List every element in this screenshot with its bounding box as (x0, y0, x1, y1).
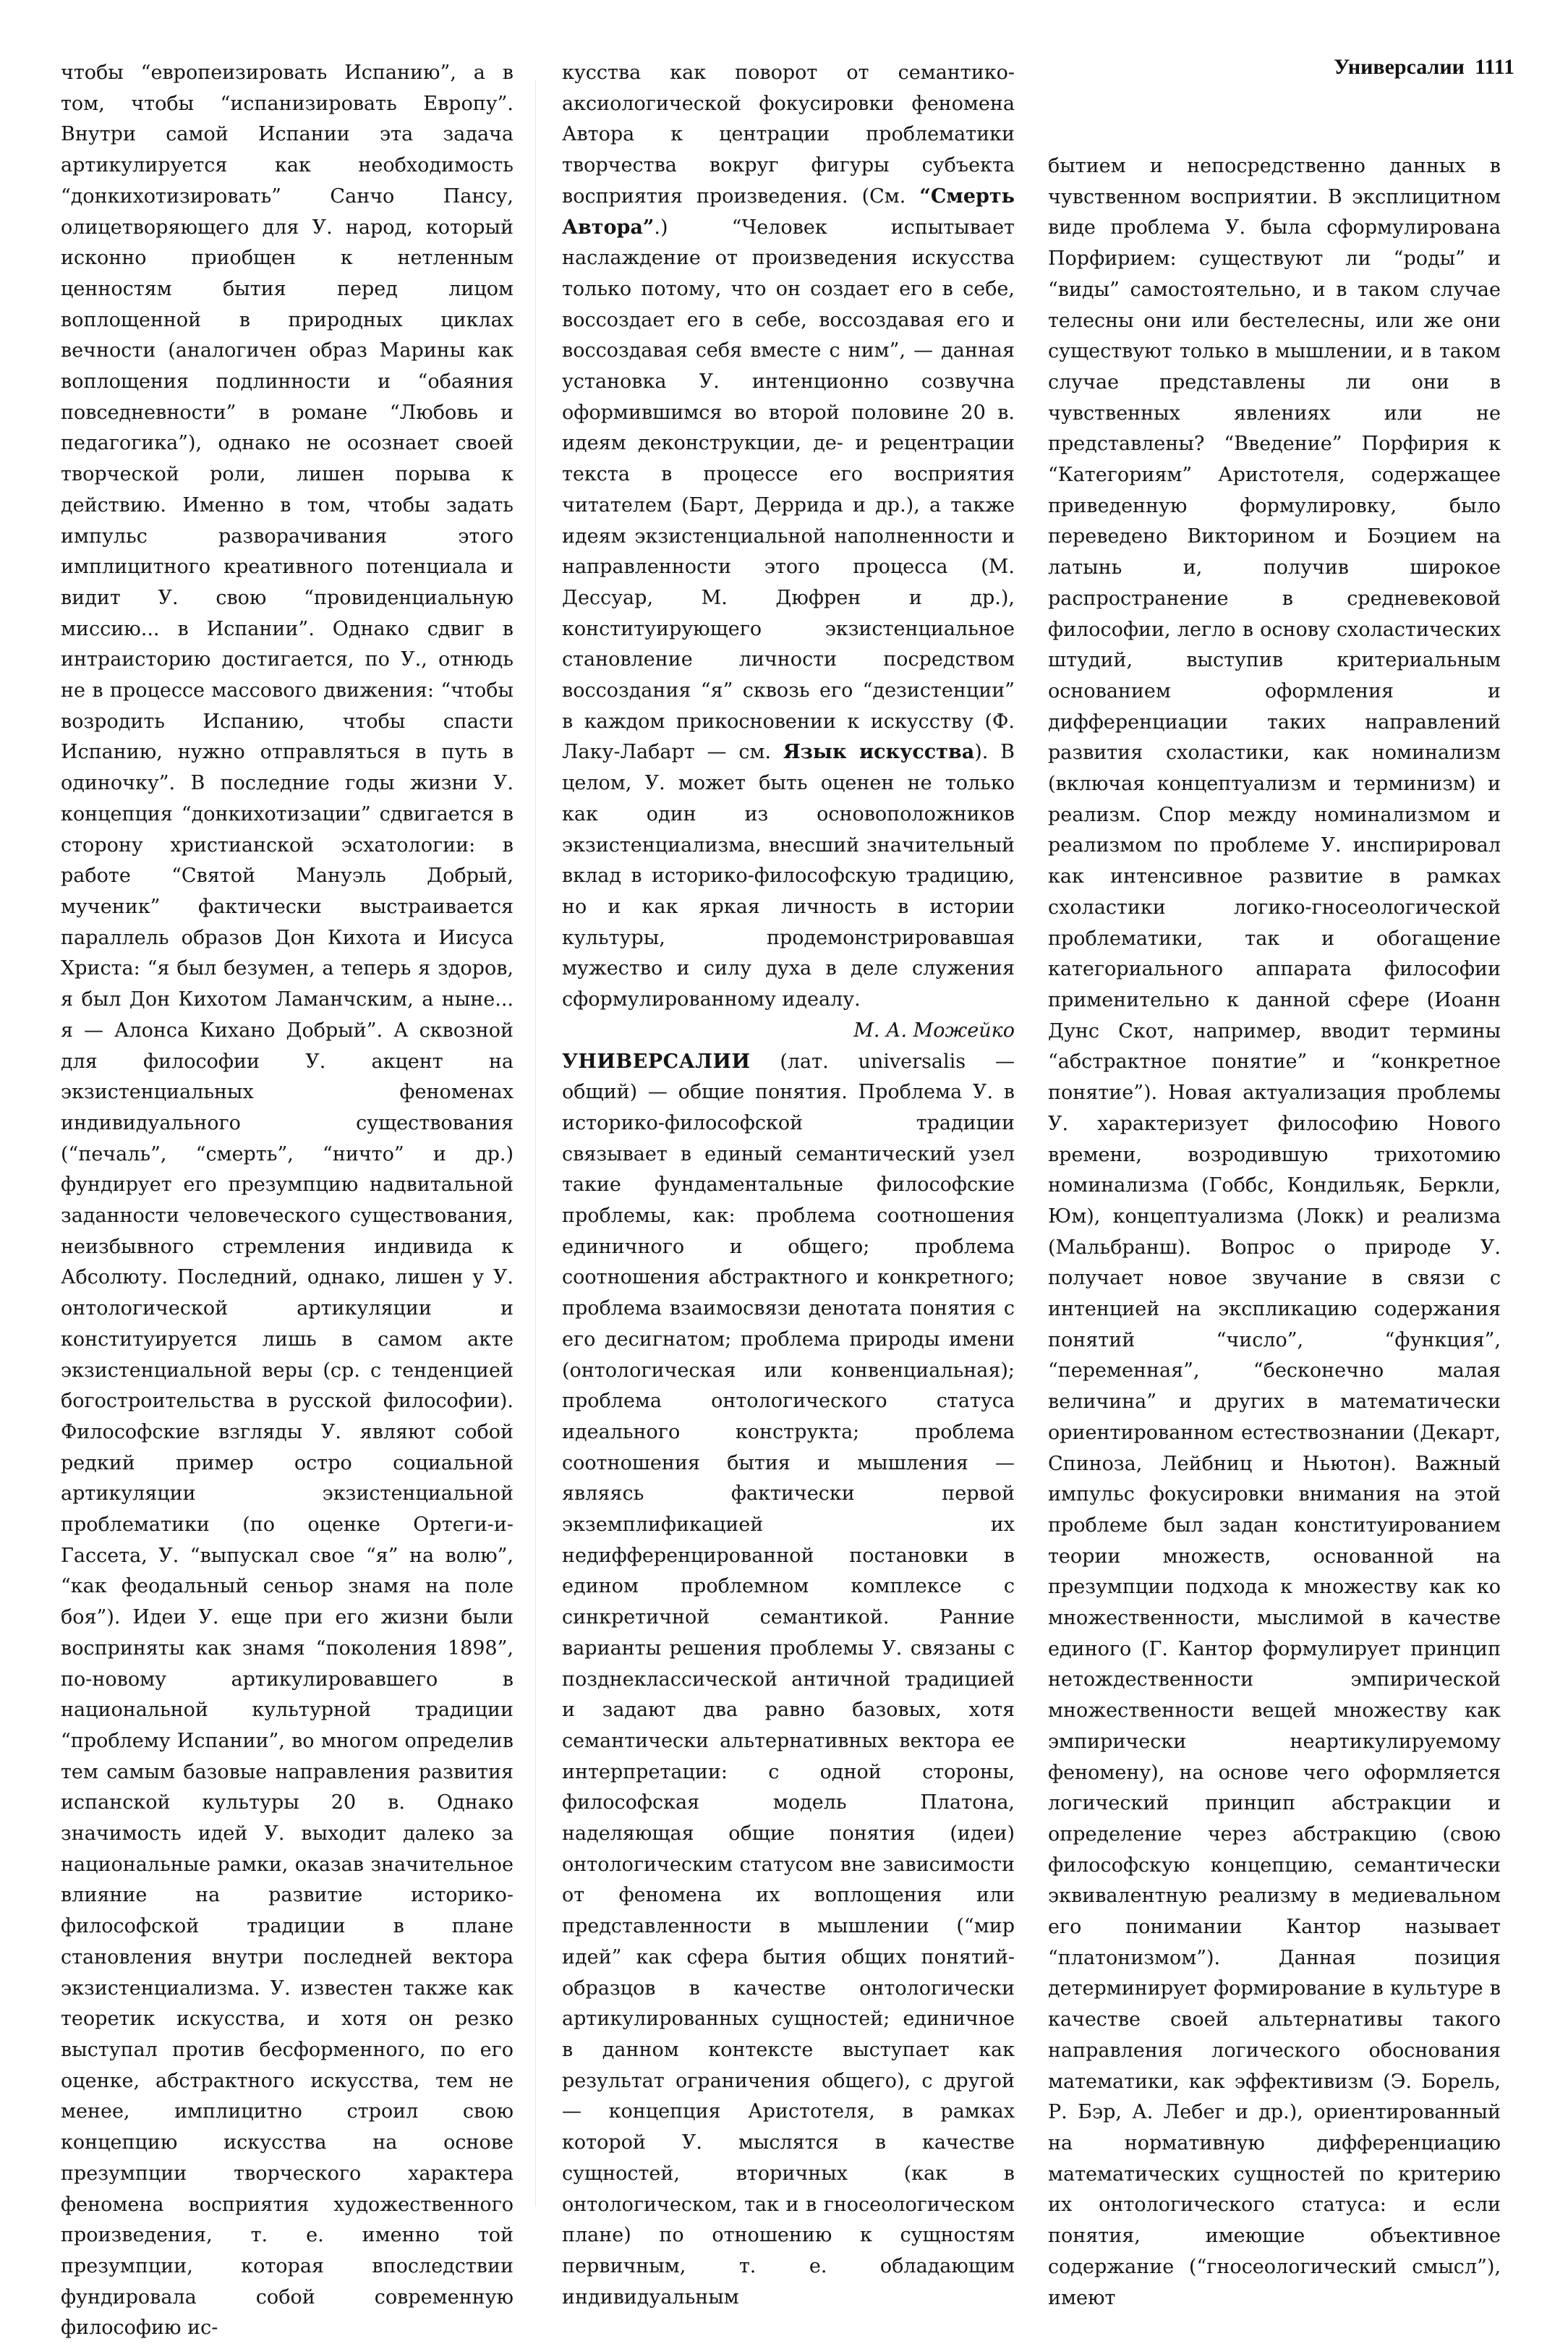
continuation-text-c: ). В целом, У. может быть оценен не только как один из основоположников экзистенциализма, внесший значительный вклад в историко-философскую традицию, но и как яркая личность в истории культуры, продемонстрировавшая мужество и силу духа в деле служения сформулированному идеалу. (562, 741, 1015, 1011)
column-1-text: чтобы “европеизировать Испанию”, а в том, чтобы “испанизировать Европу”. Внутри самой Испании эта задача артикулируется как необходимость “донкихотизировать” Санчо Пансу, олицетворяющего для У. народ, который исконно приобщен к нетленным ценностям бытия перед лицом воплощенной в природных циклах вечности (аналогичен образ Марины как воплощения подлинности и “обаяния повседневности” в романе “Любовь и педагогика”), однако не осознает своей творческой роли, лишен порыва к действию. Именно в том, чтобы задать импульс разворачивания этого имплицитного креативного потенциала и видит У. свою “провиденциальную миссию... в Испании”. Однако сдвиг в интраисторию достигается, по У., отнюдь не в процессе массового движения: “чтобы возродить Испанию, чтобы спасти Испанию, нужно отправляться в путь в одиночку”. В последние годы жизни У. концепция “донкихотизации” сдвигается в сторону христианской эсхатологии: в работе “Святой Мануэль Добрый, мученик” фактически выстраивается параллель образов Дон Кихота и Иисуса Христа: “я был безумен, а теперь я здоров, я был Дон Кихотом Ламанчским, а ныне... я — Алонса Кихано Добрый”. А сквозной для философии У. акцент на экзистенциальных феноменах индивидуального существования (“печаль”, “смерть”, “ничто” и др.) фундирует его презумпцию надвитальной заданности человеческого существования, неизбывного стремления индивида к Абсолюту. Последний, однако, лишен у У. онтологической артикуляции и конституируется лишь в самом акте экзистенциальной веры (ср. с тенденцией богостроительства в русской философии). Философские взгляды У. являют собой редкий пример остро социальной артикуляции экзистенциальной проблематики (по оценке Ортеги-и-Гассета, У. “выпускал свое “я” на волю”, “как феодальный сеньор знамя на поле боя”). Идеи У. еще при его жизни были восприняты как знамя “поколения 1898”, по-новому артикулировавшего в национальной культурной традиции “проблему Испании”, во многом определив тем самым базовые направления развития испанской культуры 20 в. Однако значимость идей У. выходит далеко за национальные рамки, оказав значительное влияние на развитие историко-философской традиции в плане становления внутри последней вектора экзистенциализма. У. известен также как теоретик искусства, и хотя он резко выступал против бесформенного, по его оценке, абстрактного искусства, тем не менее, имплицитно строил свою концепцию искусства на основе презумпции творческого характера феномена восприятия художественного произведения, т. е. именно той презумпции, которая впоследствии фундировала собой современную философию ис- (61, 61, 514, 2340)
entry-headword: УНИВЕРСАЛИИ (562, 1050, 751, 1073)
running-head (1143, 55, 1514, 80)
cross-reference-smert-avtora[interactable]: “Смерть Автора” (562, 184, 1015, 239)
entry-text: (лат. universalis — общий) — общие понятия. Проблема У. в историко-философской традиции связывает в единый семантический узел такие фундаментальные философские проблемы, как: проблема соотношения единичного и общего; проблема соотношения абстрактного и конкретного; проблема взаимосвязи денотата понятия с его десигнатом; проблема природы имени (онтологическая или конвенциальная); проблема онтологического статуса идеального конструкта; проблема соотношения бытия и мышления — являясь фактически первой экземплификацией их недифференцированной постановки в едином проблемном комплексе с синкретичной семантикой. Ранние варианты решения проблемы У. связаны с позднеклассической античной традицией и задают два равно базовых, хотя семантически альтернативных вектора ее интерпретации: с одной стороны, философская модель Платона, наделяющая общие понятия (идеи) онтологическим статусом вне зависимости от феномена их воплощения или представленности в мышлении (“мир идей” как сфера бытия общих понятий-образцов в качестве онтологически артикулированных сущностей; единичное в данном контексте выступает как результат ограничения общего), с другой — концепция Аристотеля, в рамках которой У. мыслятся в качестве сущностей, вторичных (как в онтологическом, так и в гносеологическом плане) по отношению к сущностям первичным, т. е. обладающим индивидуальным (562, 1050, 1015, 2309)
column-2 (562, 58, 1015, 2313)
continuation-text-a: кусства как поворот от семантико-аксиологической фокусировки феномена Автора к центрации проблематики творчества вокруг фигуры субъекта восприятия произведения. (См. (562, 61, 1015, 208)
running-head-title: Универсалии (1334, 55, 1465, 79)
page-number: 1111 (1474, 55, 1514, 79)
article-continuation (562, 58, 1015, 1016)
column-1 (61, 58, 514, 2344)
cross-reference-yazyk-iskusstva[interactable]: Язык искусства (783, 741, 975, 764)
column-3-text: бытием и непосредственно данных в чувственном восприятии. В эксплицитном виде проблема У. была сформулирована Порфирием: существуют ли “роды” и “виды” самостоятельно, и в таком случае телесны они или бестелесны, или же они существуют только в мышлении, и в таком случае представлены ли они в чувственных явлениях или не представлены? “Введение” Порфирия к “Категориям” Аристотеля, содержащее приведенную формулировку, было переведено Викторином и Боэцием на латынь и, получив широкое распространение в средневековой философии, легло в основу схоластических штудий, выступив критериальным основанием оформления и дифференциации таких направлений развития схоластики, как номинализм (включая концептуализм и терминизм) и реализм. Спор между номинализмом и реализмом по проблеме У. инспирировал как интенсивное развитие в рамках схоластики логико-гносеологической проблематики, так и обогащение категориального аппарата философии применительно к данной сфере (Иоанн Дунс Скот, например, вводит термины “абстрактное понятие” и “конкретное понятие”). Новая актуализация проблемы У. характеризует философию Нового времени, возродившую трихотомию номинализма (Гоббс, Кондильяк, Беркли, Юм), концептуализма (Локк) и реализма (Мальбранш). Вопрос о природе У. получает новое звучание в связи с интенцией на экспликацию содержания понятий “число”, “функция”, “переменная”, “бесконечно малая величина” и других в математически ориентированном естествознании (Декарт, Спиноза, Лейбниц и Ньютон). Важный импульс фокусировки внимания на этой проблеме был задан конституированием теории множеств, основанной на презумпции подхода к множеству как ко множественности, мыслимой в качестве единого (Г. Кантор формулирует принцип нетождественности эмпирической множественности вещей множеству как эмпирически неартикулируемому феномену), на основе чего оформляется логический принцип абстракции и определение через абстракцию (свою философскую концепцию, семантически эквивалентную реализму в медиевальном его понимании Кантор называет “платонизмом”). Данная позиция детерминирует формирование в культуре в качестве своей альтернативы такого направления логического обоснования математики, как эффективизм (Э. Борель, Р. Бэр, А. Лебег и др.), ориентированный на нормативную дифференциацию математических сущностей по критерию их онтологического статуса: и если понятия, имеющие объективное содержание (“гносеологический смысл”), имеют (1048, 155, 1501, 2309)
column-divider (535, 80, 536, 2207)
column-3 (1048, 151, 1501, 2314)
entry-universalii (562, 1047, 1015, 2314)
continuation-text-b: .) “Человек испытывает наслаждение от произведения искусства только потому, что он создает его в себе, воссоздает его в себе, воссоздавая его и воссоздавая себя вместе с ним”, — данная установка У. интенционно созвучна оформившимся во второй половине 20 в. идеям деконструкции, де- и рецентрации текста в процессе его восприятия читателем (Барт, Деррида и др.), а также идеям экзистенциальной наполненности и направленности этого процесса (М. Дессуар, М. Дюфрен и др.), конституирующего экзистенциальное становление личности посредством воссоздания “я” сквозь его “дезистенции” в каждом прикосновении к искусству (Ф. Лаку-Лабарт — см. (562, 216, 1015, 764)
author-signature: М. А. Можейко (853, 1019, 1015, 1042)
